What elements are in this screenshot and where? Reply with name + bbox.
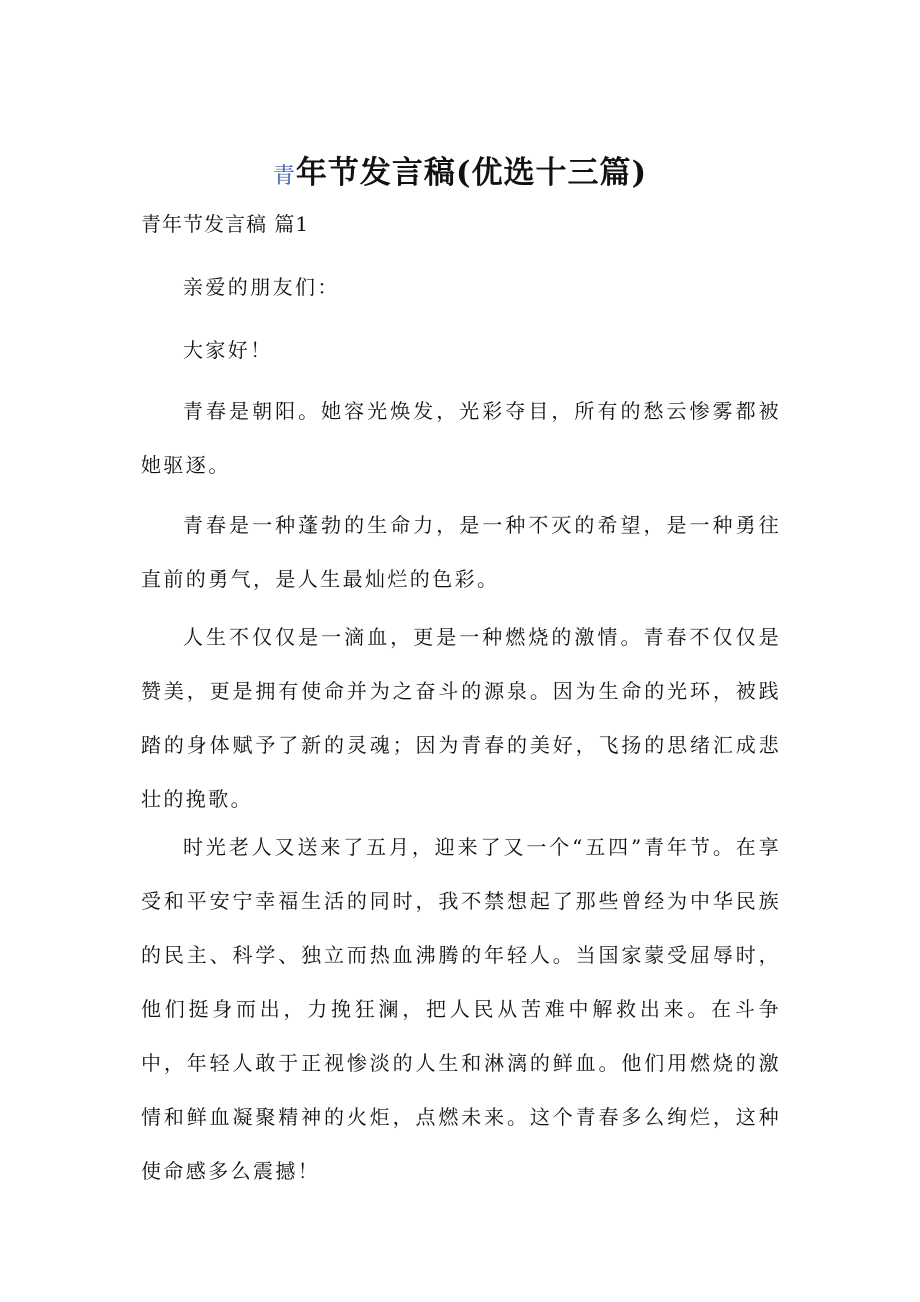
section-heading: 青年节发言稿 篇1 bbox=[141, 212, 310, 236]
paragraph-body: 青春是一种蓬勃的生命力，是一种不灭的希望，是一种勇往直前的勇气，是人生最灿烂的色彩。 bbox=[141, 513, 781, 591]
paragraph-body: 时光老人又送来了五月，迎来了又一个“五四”青年节。在享受和平安宁幸福生活的同时，我不禁想起了那些曾经为中华民族的民主、科学、独立而热血沸腾的年轻人。当国家蒙受屈辱时，他们挺身而出，力挽狂澜，把人民从苦难中解救出来。在斗争中，年轻人敢于正视惨淡的人生和淋漓的鲜血。他们用燃烧的激情和鲜血凝聚精神的火炬，点燃未来。这个青春多么绚烂，这种使命感多么震撼！ bbox=[141, 835, 781, 1183]
paragraph-hello: 大家好！ bbox=[183, 338, 273, 362]
document-title bbox=[0, 148, 920, 202]
title-first-char: 青 bbox=[272, 164, 296, 189]
paragraph-body: 青春是朝阳。她容光焕发，光彩夺目，所有的愁云惨雾都被她驱逐。 bbox=[141, 399, 781, 477]
paragraph-body: 人生不仅仅是一滴血，更是一种燃烧的激情。青春不仅仅是赞美，更是拥有使命并为之奋斗的源泉。因为生命的光环，被践踏的身体赋予了新的灵魂；因为青春的美好，飞扬的思绪汇成悲壮的挽歌。 bbox=[141, 625, 781, 811]
paragraph-greeting: 亲爱的朋友们： bbox=[183, 275, 340, 299]
title-text: 年节发言稿(优选十三篇) bbox=[295, 155, 648, 191]
